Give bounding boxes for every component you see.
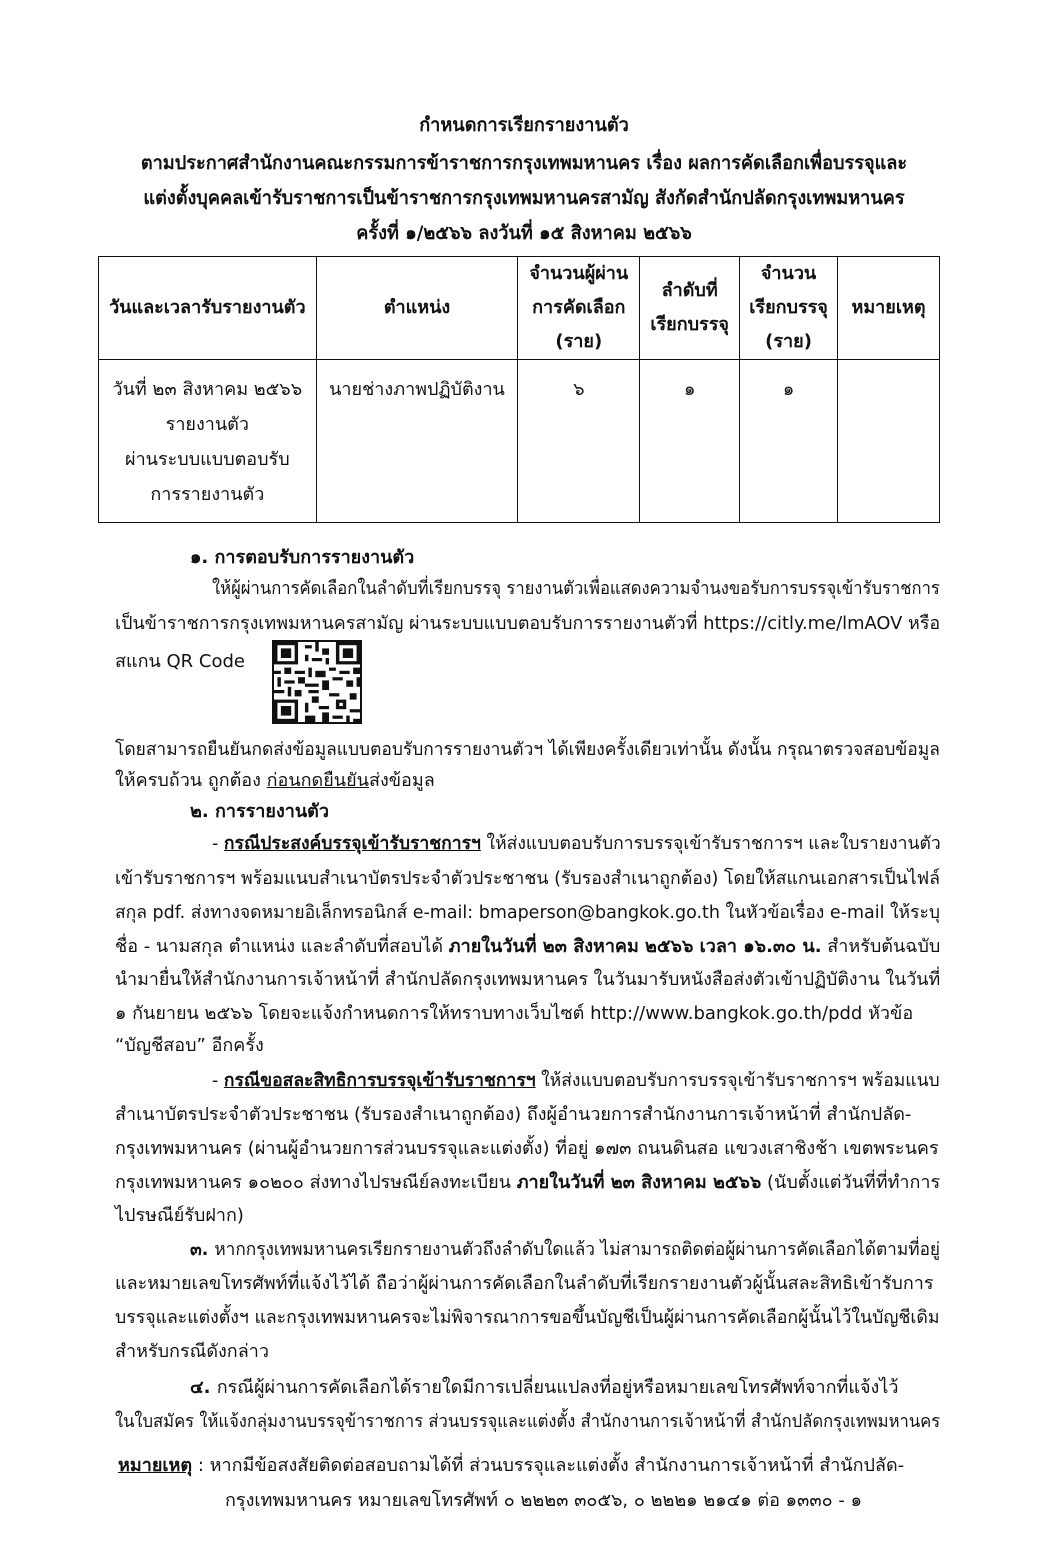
section-1-line: โดยสามารถยืนยันกดส่งข้อมูลแบบตอบรับการรายงานตัวฯ ได้เพียงครั้งเดียวเท่านั้น ดังนั้น กรุณาตรวจสอบข้อมูล [115,739,940,760]
section-3-line [190,1236,940,1264]
header-count [740,257,838,360]
deadline-text: ภายในวันที่ ๒๓ สิงหาคม ๒๕๖๖ เวลา ๑๖.๓๐ น. [448,936,822,957]
doc-subtitle-3: ครั้งที่ ๑/๒๕๖๖ ลงวันที่ ๑๕ สิงหาคม ๒๕๖๖ [356,222,692,244]
table-header-row [99,257,940,360]
doc-subtitle-2: แต่งตั้งบุคคลเข้ารับราชการเป็นข้าราชการกรุงเทพมหานครสามัญ สังกัดสำนักปลัดกรุงเทพมหานคร [143,187,905,209]
note-line: กรุงเทพมหานคร หมายเลขโทรศัพท์ ๐ ๒๒๒๓ ๓๐๕๖, ๐ ๒๒๒๑ ๒๑๔๑ ต่อ ๑๓๓๐ - ๑ [225,1490,862,1511]
header-order [640,257,740,360]
section-1-line: เป็นข้าราชการกรุงเทพมหานครสามัญ ผ่านระบบแบบตอบรับการรายงานตัวที่ https://citly.me/lmAOV หรือ [115,613,941,634]
section-2a-line: เข้ารับราชการฯ พร้อมแนบสำเนาบัตรประจำตัวประชาชน (รับรองสำเนาถูกต้อง) โดยให้สแกนเอกสารเป็นไฟล์ [115,868,940,889]
text-span: หากมีข้อสงสัยติดต่อสอบถามได้ที่ ส่วนบรรจุและแต่งตั้ง สำนักงานการเจ้าหน้าที่ สำนักปลัด- [209,1455,905,1476]
text-span: (นับตั้งแต่วันที่ที่ทำการ [761,1172,941,1193]
qr-code-image[interactable] [272,640,362,724]
cell-order: ๑ [640,360,740,523]
header-count-line: จำนวน [760,263,817,284]
section-1-line: สแกน QR Code [115,651,245,672]
cell-date-line: ผ่านระบบแบบตอบรับ [125,449,290,470]
cell-date [99,360,317,523]
section-2b-line: สำเนาบัตรประจำตัวประชาชน (รับรองสำเนาถูกต้อง) ถึงผู้อำนวยการสำนักงานการเจ้าหน้าที่ สำนักปลัด- [115,1104,912,1125]
section-1-heading: ๑. การตอบรับการรายงานตัว [190,547,415,568]
underlined-text: ก่อนกดยืนยัน [266,770,369,791]
section-2a-line: “บัญชีสอบ” อีกครั้ง [115,1035,264,1056]
section-2a-line: นำมายื่นให้สำนักงานการเจ้าหน้าที่ สำนักปลัดกรุงเทพมหานคร ในวันมารับหนังสือส่งตัวเข้าปฏิบัติงาน ในวันที่ [115,969,941,990]
header-order-line: เรียกบรรจุ [650,314,729,335]
cell-date-line: วันที่ ๒๓ สิงหาคม ๒๕๖๖ [112,379,303,400]
section-2a-line: ๑ กันยายน ๒๕๖๖ โดยจะแจ้งกำหนดการให้ทราบทางเว็บไซต์ http://www.bangkok.go.th/pdd หัวข้อ [115,1003,914,1024]
section-2a-line [115,933,940,961]
section-3-line: บรรจุและแต่งตั้งฯ และกรุงเทพมหานครจะไม่พิจารณาการขอขึ้นบัญชีเป็นผู้ผ่านการคัดเลือกผู้นั้นไว้ในบัญชีเดิม [115,1307,940,1328]
header-passed [518,257,640,360]
doc-title: กำหนดการเรียกรายงานตัว [419,114,629,136]
cell-position: นายช่างภาพปฏิบัติงาน [316,360,518,523]
text-span: ชื่อ - นามสกุล ตำแหน่ง และลำดับที่สอบได้ [115,936,449,957]
section-4-line [190,1374,899,1402]
qr-code-icon [274,642,360,722]
header-position: ตำแหน่ง [316,257,518,360]
table-row [99,360,940,523]
case-label: กรณีขอสละสิทธิการบรรจุเข้ารับราชการฯ [223,1070,536,1091]
doc-subtitle-1: ตามประกาศสำนักงานคณะกรรมการข้าราชการกรุงเทพมหานคร เรื่อง ผลการคัดเลือกเพื่อบรรจุและ [140,152,908,174]
section-3-line: สำหรับกรณีดังกล่าว [115,1341,269,1362]
text-span: ให้ครบถ้วน ถูกต้อง [115,770,267,791]
text-span: - [212,833,224,854]
section-2b-line [115,1169,940,1197]
section-2b-line: กรุงเทพมหานคร (ผ่านผู้อำนวยการส่วนบรรจุและแต่งตั้ง) ที่อยู่ ๑๗๓ ถนนดินสอ แขวงเสาชิงช้า เขตพระนคร [115,1138,939,1159]
section-2a-line: สกุล pdf. ส่งทางจดหมายอิเล็กทรอนิกส์ e-mail: bmaperson@bangkok.go.th ในหัวข้อเรื่อง e-mail ให้ระบุ [115,902,940,923]
text-span: ให้ส่งแบบตอบรับการบรรจุเข้ารับราชการฯ พร้อมแนบ [535,1070,940,1091]
cell-note [838,360,940,523]
section-3-line: และหมายเลขโทรศัพท์ที่แจ้งไว้ได้ ถือว่าผู้ผ่านการคัดเลือกในลำดับที่เรียกรายงานตัวผู้นั้นสละสิทธิเข้ารับการ [115,1273,934,1294]
note-label: หมายเหตุ [118,1455,193,1476]
text-span: สำหรับต้นฉบับ [821,936,941,957]
text-span: กรุงเทพมหานคร ๑๐๒๐๐ ส่งทางไปรษณีย์ลงทะเบียน [115,1172,517,1193]
section-2a-line [212,830,941,858]
section-1-line: ให้ผู้ผ่านการคัดเลือกในลำดับที่เรียกบรรจุ รายงานตัวเพื่อแสดงความจำนงขอรับการบรรจุเข้ารับราชการ [212,578,940,599]
section-number: ๔. [190,1377,217,1398]
section-2b-line: ไปรษณีย์รับฝาก) [115,1205,244,1226]
section-4-line: ในใบสมัคร ให้แจ้งกลุ่มงานบรรจุข้าราชการ ส่วนบรรจุและแต่งตั้ง สำนักงานการเจ้าหน้าที่ สำนักปลัดกรุงเทพมหานคร [115,1411,941,1432]
header-note: หมายเหตุ [838,257,940,360]
text-span: - [212,1070,224,1091]
note-line [118,1452,904,1480]
section-2-heading: ๒. การรายงานตัว [190,801,329,822]
header-passed-line: (ราย) [555,331,603,352]
schedule-table [98,256,940,523]
text-span: ส่งข้อมูล [368,770,435,791]
section-2b-line [212,1067,940,1095]
cell-date-line: รายงานตัว [165,414,249,435]
cell-passed: ๖ [518,360,640,523]
cell-count: ๑ [740,360,838,523]
header-count-line: (ราย) [765,331,812,352]
case-label: กรณีประสงค์บรรจุเข้ารับราชการฯ [223,833,481,854]
text-span: กรณีผู้ผ่านการคัดเลือกได้รายใดมีการเปลี่ยนแปลงที่อยู่หรือหมายเลขโทรศัพท์จากที่แจ้งไว้ [216,1377,899,1398]
deadline-text: ภายในวันที่ ๒๓ สิงหาคม ๒๕๖๖ [516,1172,762,1193]
header-date: วันและเวลารับรายงานตัว [99,257,317,360]
section-1-line [115,767,435,795]
header-passed-line: จำนวนผู้ผ่าน [529,263,629,284]
header-order-line: ลำดับที่ [661,280,718,301]
text-span: ให้ส่งแบบตอบรับการบรรจุเข้ารับราชการฯ และใบรายงานตัว [480,833,941,854]
text-span: : [192,1455,210,1476]
section-number: ๓. [190,1239,215,1260]
header-count-line: เรียกบรรจุ [749,297,828,318]
cell-date-line: การรายงานตัว [150,484,265,505]
header-passed-line: การคัดเลือก [532,297,626,318]
text-span: หากกรุงเทพมหานครเรียกรายงานตัวถึงลำดับใดแล้ว ไม่สามารถติดต่อผู้ผ่านการคัดเลือกได้ตามที่อยู่ [214,1239,941,1260]
